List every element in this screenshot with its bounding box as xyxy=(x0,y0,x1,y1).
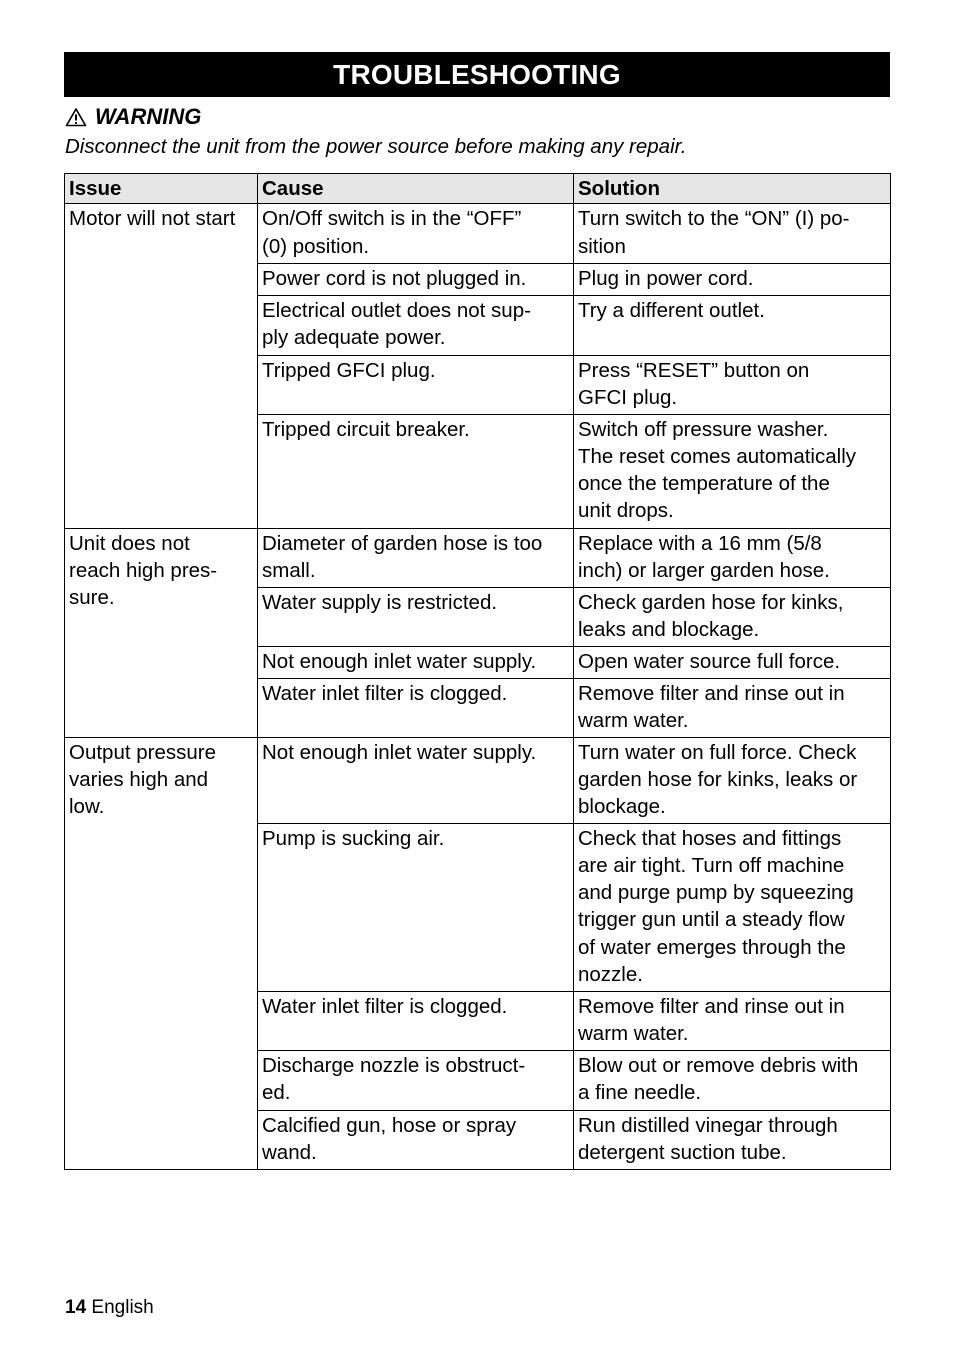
section-title-bar xyxy=(64,52,890,97)
cause-cell: Calcified gun, hose or spray wand. xyxy=(258,1110,574,1169)
solution-cell: Remove filter and rinse out in warm water. xyxy=(574,678,891,737)
issue-cell: Unit does not reach high pres- sure. xyxy=(65,528,258,737)
troubleshooting-table xyxy=(64,173,891,1170)
solution-cell: Try a different outlet. xyxy=(574,295,891,355)
cause-cell: Power cord is not plugged in. xyxy=(258,264,574,295)
table-row xyxy=(65,528,891,587)
issue-cell: Output pressure varies high and low. xyxy=(65,737,258,1169)
solution-cell: Switch off pressure washer. The reset comes automatically once the temperature of the unit drops. xyxy=(574,414,891,528)
warning-label: WARNING xyxy=(95,104,202,129)
column-header-solution: Solution xyxy=(574,174,891,204)
cause-cell: Tripped GFCI plug. xyxy=(258,355,574,414)
table-row xyxy=(65,737,891,823)
page-number: 14 xyxy=(65,1297,87,1318)
solution-cell: Blow out or remove debris with a fine needle. xyxy=(574,1050,891,1110)
solution-cell: Turn water on full force. Check garden hose for kinks, leaks or blockage. xyxy=(574,737,891,823)
cause-cell: Pump is sucking air. xyxy=(258,823,574,991)
column-header-cause: Cause xyxy=(258,174,574,204)
solution-cell: Check garden hose for kinks, leaks and blockage. xyxy=(574,587,891,646)
cause-cell: On/Off switch is in the “OFF” (0) position. xyxy=(258,204,574,264)
page-footer xyxy=(65,1296,154,1320)
cause-cell: Tripped circuit breaker. xyxy=(258,414,574,528)
warning-triangle-icon xyxy=(65,107,87,127)
solution-cell: Check that hoses and fittings are air tight. Turn off machine and purge pump by squeezing trigger gun until a steady flow of water emerges through the nozzle. xyxy=(574,823,891,991)
table-row xyxy=(65,204,891,264)
solution-cell: Replace with a 16 mm (5/8 inch) or larger garden hose. xyxy=(574,528,891,587)
cause-cell: Water inlet filter is clogged. xyxy=(258,678,574,737)
solution-cell: Press “RESET” button on GFCI plug. xyxy=(574,355,891,414)
warning-text: Disconnect the unit from the power source before making any repair. xyxy=(65,135,687,158)
warning-heading xyxy=(65,103,201,131)
column-header-issue: Issue xyxy=(65,174,258,204)
page-title: TROUBLESHOOTING xyxy=(333,58,621,90)
cause-cell: Electrical outlet does not sup- ply adequate power. xyxy=(258,295,574,355)
solution-cell: Run distilled vinegar through detergent suction tube. xyxy=(574,1110,891,1169)
solution-cell: Turn switch to the “ON” (I) po- sition xyxy=(574,204,891,264)
footer-language: English xyxy=(91,1297,154,1318)
cause-cell: Water inlet filter is clogged. xyxy=(258,991,574,1050)
solution-cell: Remove filter and rinse out in warm water. xyxy=(574,991,891,1050)
issue-cell: Motor will not start xyxy=(65,204,258,528)
cause-cell: Not enough inlet water supply. xyxy=(258,646,574,678)
table-header-row xyxy=(65,174,891,204)
solution-cell: Open water source full force. xyxy=(574,646,891,678)
cause-cell: Not enough inlet water supply. xyxy=(258,737,574,823)
solution-cell: Plug in power cord. xyxy=(574,264,891,295)
cause-cell: Diameter of garden hose is too small. xyxy=(258,528,574,587)
cause-cell: Discharge nozzle is obstruct- ed. xyxy=(258,1050,574,1110)
cause-cell: Water supply is restricted. xyxy=(258,587,574,646)
